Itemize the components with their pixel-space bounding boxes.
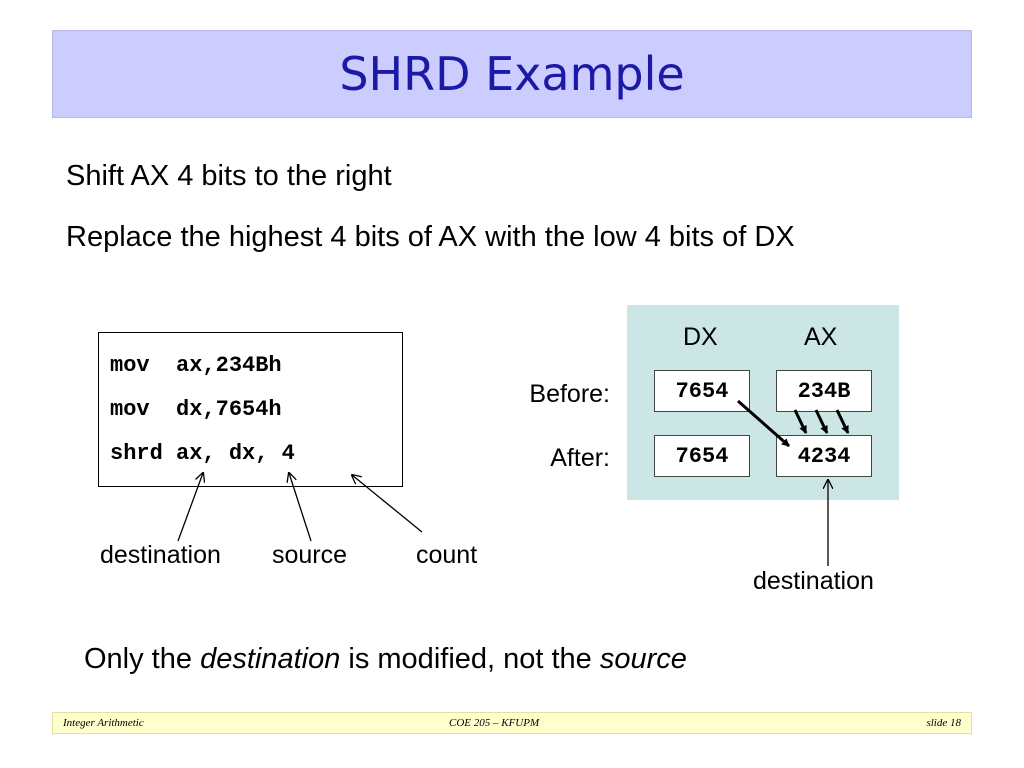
label-count: count [416, 541, 478, 569]
code-line-1: mov ax,234Bh [110, 353, 282, 378]
note-source: source [599, 643, 687, 675]
label-destination: destination [100, 541, 221, 569]
ax-shift-arrow-1 [795, 410, 806, 433]
after-ax-register: 4234 [776, 435, 872, 477]
note-text [84, 643, 687, 676]
count-pointer-arrow [352, 475, 422, 532]
footer-bar [52, 712, 972, 734]
slide-title: SHRD Example [339, 47, 685, 101]
note-prefix: Only the [84, 643, 201, 675]
label-source: source [272, 541, 348, 569]
footer-left: Integer Arithmetic [63, 717, 144, 729]
ax-shift-arrow-3 [837, 410, 848, 433]
bullet-shift: Shift AX 4 bits to the right [66, 160, 392, 192]
note-destination: destination [200, 643, 341, 675]
before-label: Before: [529, 380, 610, 408]
ax-shift-arrow-2 [816, 410, 827, 433]
ax-header: AX [804, 323, 838, 351]
register-destination-label: destination [753, 567, 874, 595]
after-label: After: [550, 444, 610, 472]
destination-pointer-arrow [178, 473, 203, 541]
source-pointer-arrow [289, 473, 311, 541]
footer-center: COE 205 – KFUPM [449, 717, 540, 729]
code-line-3: shrd ax, dx, 4 [110, 441, 295, 466]
note-middle: is modified, not the [340, 643, 600, 675]
dx-header: DX [683, 323, 718, 351]
after-dx-register: 7654 [654, 435, 750, 477]
code-line-2: mov dx,7654h [110, 397, 282, 422]
footer-right: slide 18 [926, 717, 961, 729]
before-ax-register: 234B [776, 370, 872, 412]
before-dx-register: 7654 [654, 370, 750, 412]
dx-to-ax-shift-arrow [738, 401, 789, 446]
bullet-replace: Replace the highest 4 bits of AX with the low 4 bits of DX [66, 221, 795, 253]
